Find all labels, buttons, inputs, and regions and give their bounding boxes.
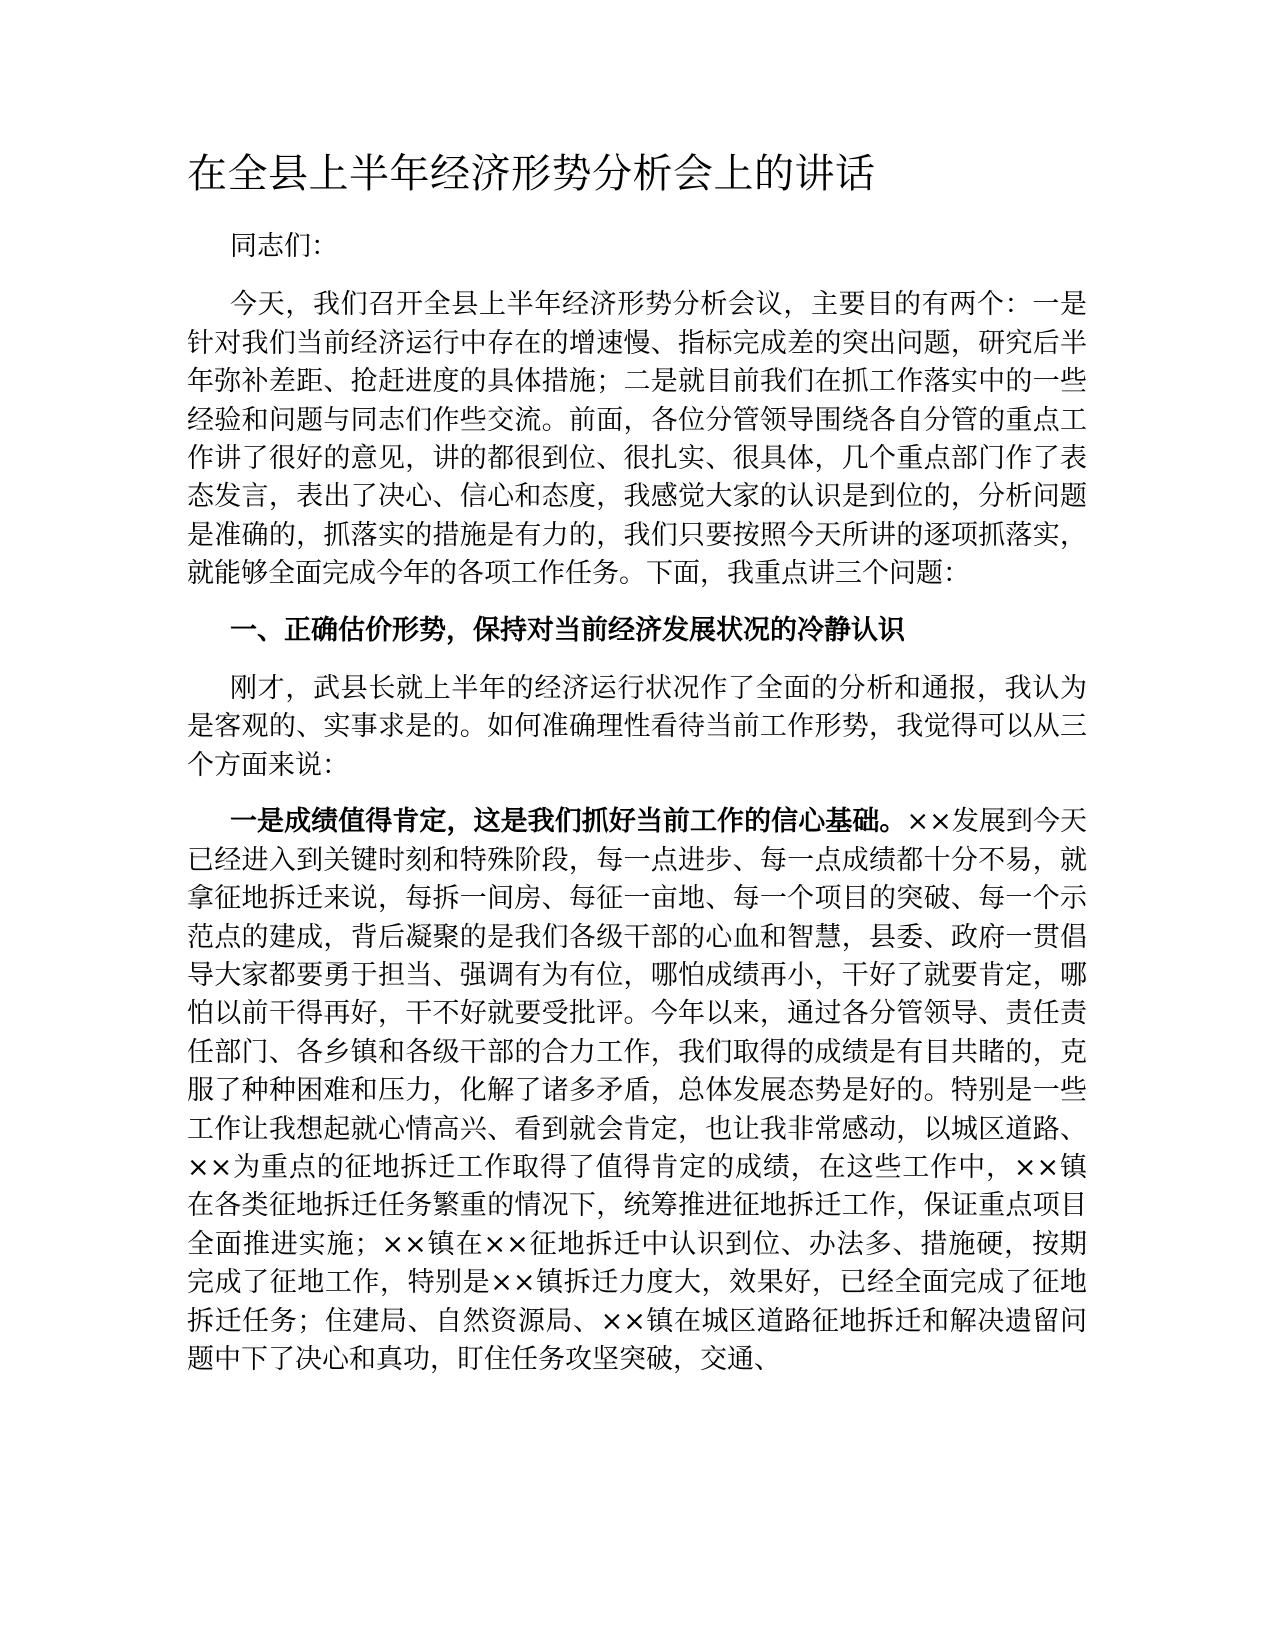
section-heading-1: 一、正确估价形势，保持对当前经济发展状况的冷静认识 bbox=[230, 614, 905, 646]
intro-paragraph: 今天，我们召开全县上半年经济形势分析会议，主要目的有两个：一是针对我们当前经济运行中存在的增速慢、指标完成差的突出问题，研究后半年弥补差距、抢赶进度的具体措施；二是就目前我们在抓工作落实中的一些经验和问题与同志们作些交流。前面，各位分管领导围绕各自分管的重点工作讲了很好的意见，讲的都很到位、很扎实、很具体，几个重点部门作了表态发言，表出了决心、信心和态度，我感觉大家的认识是到位的，分析问题是准确的，抓落实的措施是有力的，我们只要按照今天所讲的逐项抓落实，就能够全面完成今年的各项工作任务。下面，我重点讲三个问题： bbox=[187, 289, 1087, 590]
document-body bbox=[187, 142, 1087, 1397]
point-1-lead-sentence: 一是成绩值得肯定，这是我们抓好当前工作的信心基础。 bbox=[230, 806, 907, 838]
section1-paragraph-1: 刚才，武县长就上半年的经济运行状况作了全面的分析和通报，我认为是客观的、实事求是的。如何准确理性看待当前工作形势，我觉得可以从三个方面来说： bbox=[187, 673, 1087, 781]
section1-point-1 bbox=[187, 803, 1087, 1379]
salutation: 同志们： bbox=[230, 231, 338, 262]
document-title: 在全县上半年经济形势分析会上的讲话 bbox=[187, 151, 876, 197]
point-1-body-text: ××发展到今天已经进入到关键时刻和特殊阶段，每一点进步、每一点成绩都十分不易，就拿征地拆迁来说，每拆一间房、每征一亩地、每一个项目的突破、每一个示范点的建成，背后凝聚的是我们各级干部的心血和智慧，县委、政府一贯倡导大家都要勇于担当、强调有为有位，哪怕成绩再小，干好了就要肯定，哪怕以前干得再好，干不好就要受批评。今年以来，通过各分管领导、责任责任部门、各乡镇和各级干部的合力工作，我们取得的成绩是有目共睹的，克服了种种困难和压力，化解了诸多矛盾，总体发展态势是好的。特别是一些工作让我想起就心情高兴、看到就会肯定，也让我非常感动，以城区道路、××为重点的征地拆迁工作取得了值得肯定的成绩，在这些工作中，××镇在各类征地拆迁任务繁重的情况下，统筹推进征地拆迁工作，保证重点项目全面推进实施；××镇在××征地拆迁中认识到位、办法多、措施硬，按期完成了征地工作，特别是××镇拆迁力度大，效果好，已经全面完成了征地拆迁任务；住建局、自然资源局、××镇在城区道路征地拆迁和解决遗留问题中下了决心和真功，盯住任务攻坚突破，交通、 bbox=[187, 806, 1088, 1375]
